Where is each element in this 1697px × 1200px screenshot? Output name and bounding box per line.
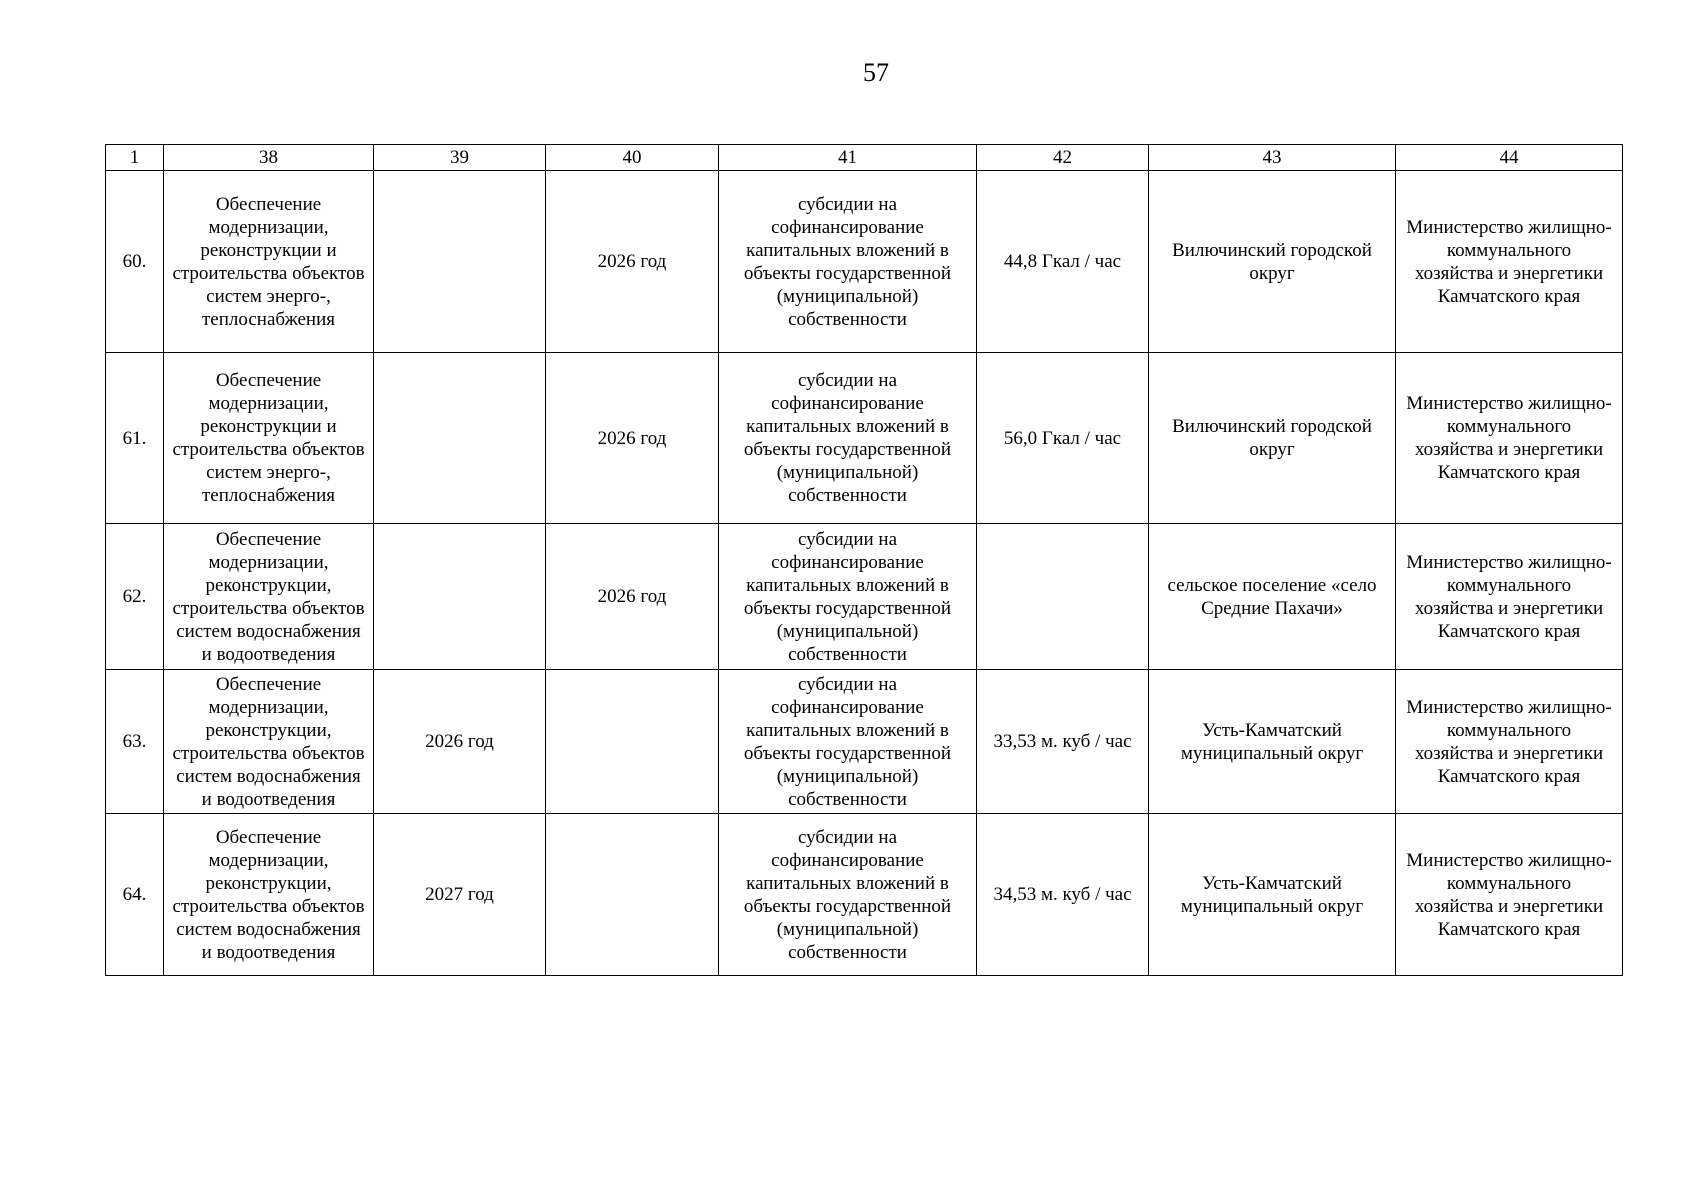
cell-capacity: 34,53 м. куб / час [977,814,1149,976]
page-number: 57 [863,58,889,87]
table-row [106,171,1623,353]
cell-funding: субсидии на софинансирование капитальных вложений в объекты государственной (муниципальной) собственности [719,670,977,814]
cell-col39 [374,171,546,353]
row-number: 64. [106,814,164,976]
row-number: 63. [106,670,164,814]
cell-municipality: сельское поселение «село Средние Пахачи» [1149,524,1396,670]
cell-activity: Обеспечение модернизации, реконструкции и строительства объектов систем энерго-, теплоснабжения [164,353,374,524]
cell-funding: субсидии на софинансирование капитальных вложений в объекты государственной (муниципальной) собственности [719,814,977,976]
cell-col40 [546,814,719,976]
row-number: 62. [106,524,164,670]
row-number: 60. [106,171,164,353]
header-cell: 39 [374,145,546,171]
cell-municipality: Усть-Камчатский муниципальный округ [1149,670,1396,814]
cell-capacity: 44,8 Гкал / час [977,171,1149,353]
cell-ministry: Министерство жилищно- коммунального хозяйства и энергетики Камчатского края [1396,171,1623,353]
cell-activity: Обеспечение модернизации, реконструкции, строительства объектов систем водоснабжения и водоотведения [164,814,374,976]
header-cell: 41 [719,145,977,171]
cell-ministry: Министерство жилищно- коммунального хозяйства и энергетики Камчатского края [1396,670,1623,814]
header-cell: 43 [1149,145,1396,171]
cell-municipality: Усть-Камчатский муниципальный округ [1149,814,1396,976]
header-cell: 44 [1396,145,1623,171]
table-row [106,524,1623,670]
table-row [106,814,1623,976]
cell-ministry: Министерство жилищно- коммунального хозяйства и энергетики Камчатского края [1396,814,1623,976]
cell-col40: 2026 год [546,353,719,524]
cell-col39 [374,353,546,524]
header-cell: 42 [977,145,1149,171]
cell-capacity: 56,0 Гкал / час [977,353,1149,524]
header-row [106,145,1623,171]
cell-activity: Обеспечение модернизации, реконструкции, строительства объектов систем водоснабжения и водоотведения [164,524,374,670]
header-cell: 40 [546,145,719,171]
cell-ministry: Министерство жилищно- коммунального хозяйства и энергетики Камчатского края [1396,524,1623,670]
cell-funding: субсидии на софинансирование капитальных вложений в объекты государственной (муниципальной) собственности [719,353,977,524]
cell-municipality: Вилючинский городской округ [1149,353,1396,524]
data-table [105,144,1623,976]
cell-col39 [374,524,546,670]
cell-col40: 2026 год [546,171,719,353]
cell-activity: Обеспечение модернизации, реконструкции, строительства объектов систем водоснабжения и водоотведения [164,670,374,814]
cell-col39: 2027 год [374,814,546,976]
cell-capacity: 33,53 м. куб / час [977,670,1149,814]
table-row [106,670,1623,814]
header-cell: 1 [106,145,164,171]
cell-col39: 2026 год [374,670,546,814]
cell-ministry: Министерство жилищно- коммунального хозяйства и энергетики Камчатского края [1396,353,1623,524]
cell-funding: субсидии на софинансирование капитальных вложений в объекты государственной (муниципальной) собственности [719,524,977,670]
cell-municipality: Вилючинский городской округ [1149,171,1396,353]
row-number: 61. [106,353,164,524]
cell-col40 [546,670,719,814]
cell-col40: 2026 год [546,524,719,670]
table-row [106,353,1623,524]
cell-funding: субсидии на софинансирование капитальных вложений в объекты государственной (муниципальной) собственности [719,171,977,353]
cell-capacity [977,524,1149,670]
cell-activity: Обеспечение модернизации, реконструкции и строительства объектов систем энерго-, теплоснабжения [164,171,374,353]
header-cell: 38 [164,145,374,171]
